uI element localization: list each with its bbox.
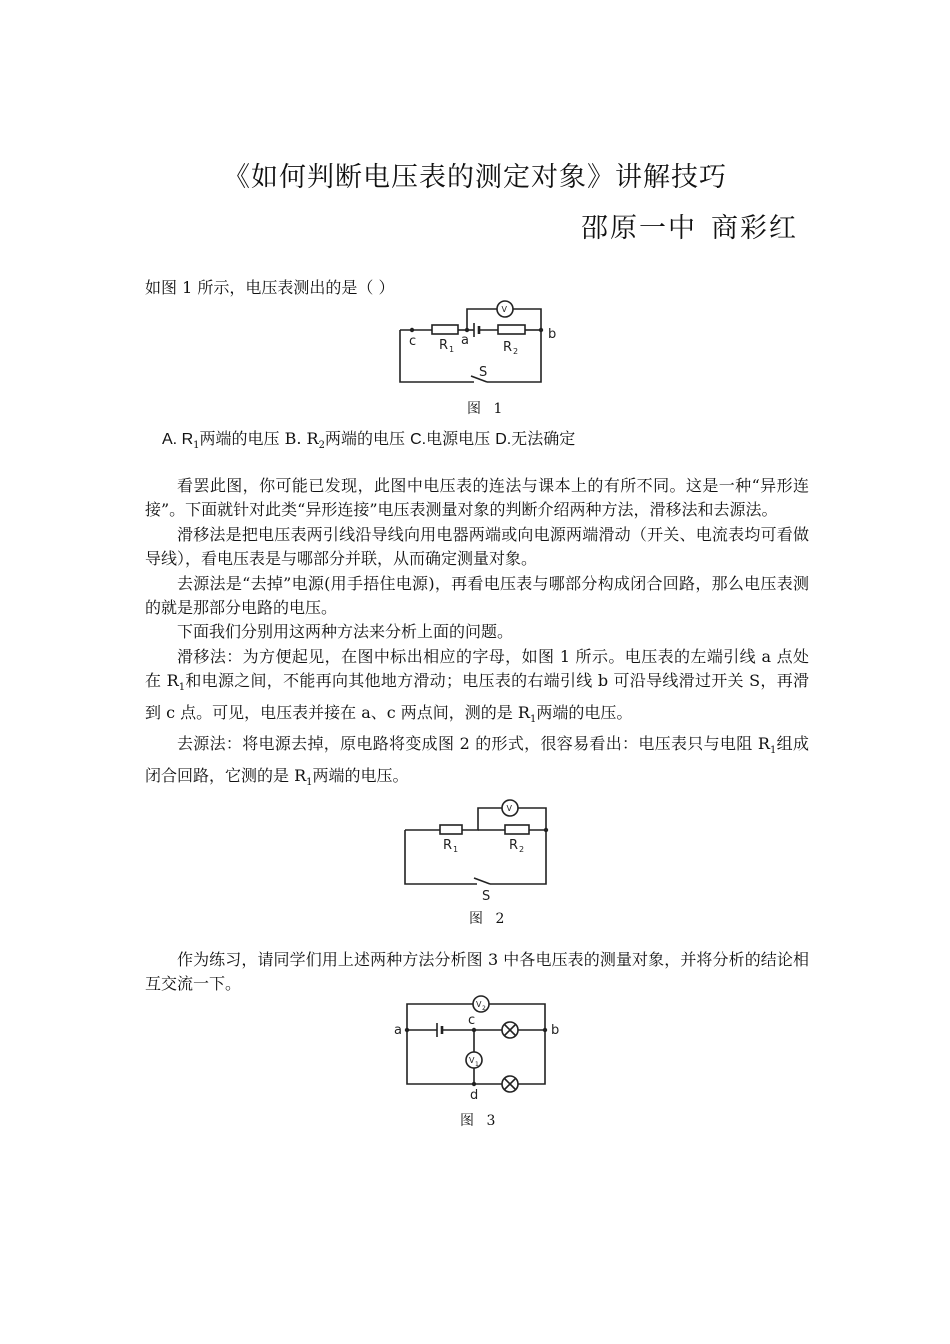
resistor-r2 — [498, 325, 525, 334]
figure-2-caption: 图 2 — [469, 911, 509, 927]
paragraph-slide-analysis: 滑移法：为方便起见，在图中标出相应的字母，如图 1 所示。电压表的左端引线 a 点处在 $R_1$和电源之间，不能再向其他地方滑动；电压表的右端引线 b 可沿导线滑过开关 S，再滑到 c 点。可见，电压表并接在 a、c 两点间，测的是 $R_1$两端的电压。 — [145, 646, 809, 726]
option-b-text: 两端的电压 — [324, 429, 405, 448]
option-a-label: A. R — [162, 431, 194, 448]
document-title: 《如何判断电压表的测定对象》讲解技巧 — [223, 162, 727, 193]
question-text: 如图 1 所示，电压表测出的是（ ） — [145, 278, 395, 297]
svg-text:R: R — [509, 838, 519, 853]
figure-1-circuit — [395, 296, 570, 388]
switch-s — [474, 878, 490, 884]
option-b-label: B. R — [284, 429, 319, 448]
option-b-sub: 2 — [318, 440, 325, 452]
svg-text:R: R — [439, 338, 449, 353]
svg-text:a: a — [461, 333, 469, 348]
svg-text:S: S — [482, 889, 491, 904]
svg-text:c: c — [468, 1013, 476, 1028]
svg-text:V: V — [506, 804, 512, 813]
figure-3-caption: 图 3 — [460, 1113, 500, 1129]
svg-text:1: 1 — [453, 845, 459, 854]
option-d-text: 无法确定 — [511, 429, 576, 448]
author-line — [581, 206, 798, 245]
svg-text:2: 2 — [482, 1005, 486, 1012]
svg-text:1: 1 — [475, 1061, 479, 1068]
svg-text:S: S — [479, 365, 488, 380]
option-a-text: 两端的电压 — [199, 429, 280, 448]
explanation-block — [145, 474, 809, 796]
option-d-label: D. — [495, 431, 512, 448]
exercise-block — [145, 948, 809, 997]
svg-text:a: a — [394, 1023, 402, 1038]
svg-text:b: b — [551, 1023, 560, 1038]
svg-text:R: R — [443, 838, 453, 853]
svg-text:b: b — [548, 327, 557, 342]
svg-text:V: V — [476, 1000, 482, 1009]
paragraph-intro: 看罢此图，你可能已发现，此图中电压表的连法与课本上的有所不同。这是一种“异形连接”。下面就针对此类“异形连接”电压表测量对象的判断介绍两种方法，滑移法和去源法。 — [145, 476, 809, 520]
resistor-r2 — [505, 825, 529, 834]
svg-text:V: V — [501, 305, 507, 314]
svg-text:V: V — [469, 1056, 475, 1065]
option-c-text: 电源电压 — [426, 429, 491, 448]
figure-2-circuit — [400, 795, 560, 904]
resistor-r1 — [432, 325, 458, 334]
svg-text:2: 2 — [513, 347, 519, 356]
paragraph-remove-source-method: 去源法是“去掉”电源(用手捂住电源)，再看电压表与哪部分构成闭合回路，那么电压表测的就是那部分电路的电压。 — [145, 573, 809, 618]
svg-text:c: c — [409, 334, 417, 349]
figure-1-caption: 图 1 — [467, 401, 507, 417]
svg-text:d: d — [470, 1088, 479, 1103]
author-name: 商彩红 — [711, 213, 798, 244]
svg-text:1: 1 — [449, 345, 455, 354]
svg-text:2: 2 — [519, 845, 525, 854]
resistor-r1 — [440, 825, 462, 834]
paragraph-remove-source-analysis: 去源法：将电源去掉，原电路将变成图 2 的形式，很容易看出：电压表只与电阻 $R_1$组成闭合回路，它测的是 $R_1$两端的电压。 — [145, 734, 809, 789]
paragraph-transition: 下面我们分别用这两种方法来分析上面的问题。 — [177, 622, 514, 642]
figure-3-circuit — [390, 995, 570, 1105]
paragraph-slide-method: 滑移法是把电压表两引线沿导线向用电器两端或向电源两端滑动（开关、电流表均可看做导线），看电压表是与哪部分并联，从而确定测量对象。 — [145, 524, 809, 569]
option-c-label: C. — [410, 431, 427, 448]
paragraph-exercise: 作为练习，请同学们用上述两种方法分析图 3 中各电压表的测量对象，并将分析的结论相互交流一下。 — [145, 950, 809, 994]
option-a-sub: 1 — [193, 440, 200, 452]
author-school: 邵原一中 — [581, 213, 697, 244]
svg-text:R: R — [503, 340, 513, 355]
answer-options — [162, 426, 575, 451]
